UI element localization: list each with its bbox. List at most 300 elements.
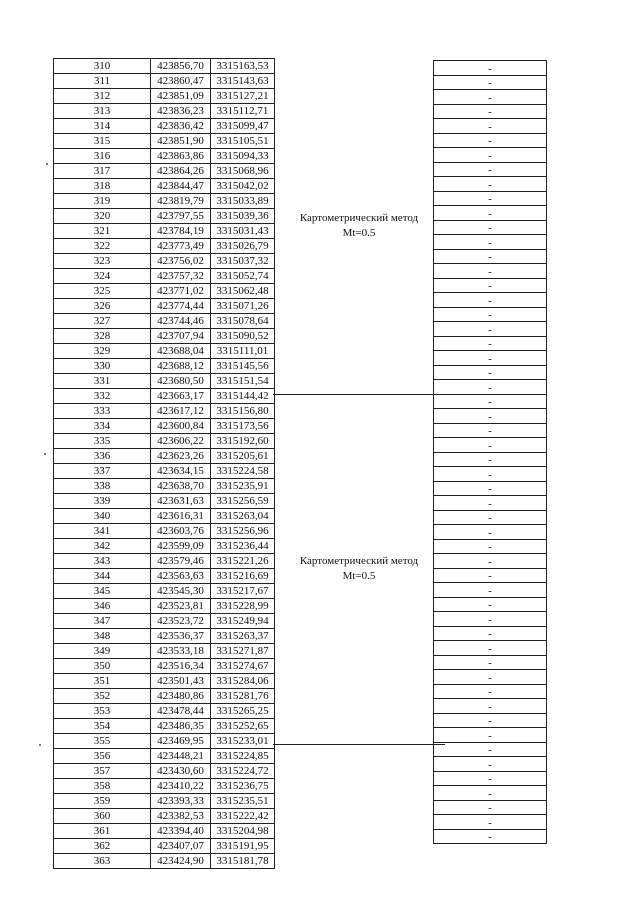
- table-row: [434, 452, 547, 467]
- scan-speck: [46, 163, 48, 165]
- table-row: [434, 510, 547, 525]
- table-row: [54, 524, 275, 539]
- point-number-cell: 334: [54, 419, 151, 434]
- accuracy-cell: -: [434, 612, 547, 627]
- group-divider: [273, 394, 445, 395]
- x-coordinate-cell: 423623,26: [151, 449, 211, 464]
- table-row: [54, 539, 275, 554]
- accuracy-cell: -: [434, 800, 547, 815]
- x-coordinate-cell: 423617,12: [151, 404, 211, 419]
- accuracy-cell: -: [434, 742, 547, 757]
- accuracy-cell: -: [434, 525, 547, 540]
- x-coordinate-cell: 423863,86: [151, 149, 211, 164]
- table-row: [434, 800, 547, 815]
- accuracy-cell: -: [434, 452, 547, 467]
- point-number-cell: 318: [54, 179, 151, 194]
- scan-speck: [39, 744, 41, 746]
- point-number-cell: 358: [54, 779, 151, 794]
- table-row: [434, 365, 547, 380]
- table-row: [434, 713, 547, 728]
- y-coordinate-cell: 3315037,32: [211, 254, 275, 269]
- accuracy-cell: -: [434, 684, 547, 699]
- point-number-cell: 362: [54, 839, 151, 854]
- y-coordinate-cell: 3315156,80: [211, 404, 275, 419]
- y-coordinate-cell: 3315224,72: [211, 764, 275, 779]
- x-coordinate-cell: 423851,90: [151, 134, 211, 149]
- x-coordinate-cell: 423478,44: [151, 704, 211, 719]
- point-number-cell: 337: [54, 464, 151, 479]
- table-row: [434, 61, 547, 76]
- table-row: [54, 674, 275, 689]
- x-coordinate-cell: 423773,49: [151, 239, 211, 254]
- accuracy-cell: -: [434, 771, 547, 786]
- point-number-cell: 356: [54, 749, 151, 764]
- x-coordinate-cell: 423680,50: [151, 374, 211, 389]
- point-number-cell: 320: [54, 209, 151, 224]
- accuracy-cell: -: [434, 641, 547, 656]
- y-coordinate-cell: 3315252,65: [211, 719, 275, 734]
- table-row: [434, 293, 547, 308]
- accuracy-cell: -: [434, 264, 547, 279]
- accuracy-cell: -: [434, 510, 547, 525]
- table-row: [54, 344, 275, 359]
- accuracy-cell: -: [434, 728, 547, 743]
- point-number-cell: 345: [54, 584, 151, 599]
- y-coordinate-cell: 3315090,52: [211, 329, 275, 344]
- table-row: [434, 786, 547, 801]
- accuracy-cell: -: [434, 148, 547, 163]
- y-coordinate-cell: 3315263,37: [211, 629, 275, 644]
- point-number-cell: 322: [54, 239, 151, 254]
- accuracy-cell: -: [434, 568, 547, 583]
- method-column: [273, 58, 445, 845]
- table-row: [434, 264, 547, 279]
- accuracy-cell: -: [434, 655, 547, 670]
- y-coordinate-cell: 3315235,91: [211, 479, 275, 494]
- point-number-cell: 347: [54, 614, 151, 629]
- accuracy-cell: -: [434, 133, 547, 148]
- y-coordinate-cell: 3315222,42: [211, 809, 275, 824]
- method-label: [273, 211, 445, 241]
- point-number-cell: 339: [54, 494, 151, 509]
- accuracy-cell: -: [434, 322, 547, 337]
- table-row: [54, 239, 275, 254]
- y-coordinate-cell: 3315281,76: [211, 689, 275, 704]
- table-row: [54, 74, 275, 89]
- table-row: [434, 351, 547, 366]
- point-number-cell: 313: [54, 104, 151, 119]
- table-row: [434, 539, 547, 554]
- method-accuracy: Mt=0.5: [342, 570, 376, 582]
- x-coordinate-cell: 423430,60: [151, 764, 211, 779]
- point-number-cell: 319: [54, 194, 151, 209]
- table-row: [54, 644, 275, 659]
- y-coordinate-cell: 3315256,59: [211, 494, 275, 509]
- table-row: [434, 220, 547, 235]
- accuracy-cell: -: [434, 757, 547, 772]
- accuracy-cell: -: [434, 307, 547, 322]
- y-coordinate-cell: 3315236,75: [211, 779, 275, 794]
- accuracy-cell: -: [434, 438, 547, 453]
- y-coordinate-cell: 3315033,89: [211, 194, 275, 209]
- x-coordinate-cell: 423393,33: [151, 794, 211, 809]
- table-row: [54, 839, 275, 854]
- x-coordinate-cell: 423616,31: [151, 509, 211, 524]
- table-row: [434, 568, 547, 583]
- point-number-cell: 355: [54, 734, 151, 749]
- point-number-cell: 363: [54, 854, 151, 869]
- accuracy-cell: -: [434, 119, 547, 134]
- table-row: [434, 278, 547, 293]
- x-coordinate-cell: 423563,63: [151, 569, 211, 584]
- accuracy-cell: -: [434, 75, 547, 90]
- table-row: [434, 104, 547, 119]
- table-row: [54, 779, 275, 794]
- point-number-cell: 357: [54, 764, 151, 779]
- accuracy-cell: -: [434, 786, 547, 801]
- x-coordinate-cell: 423600,84: [151, 419, 211, 434]
- table-row: [54, 599, 275, 614]
- accuracy-cell: -: [434, 670, 547, 685]
- table-row: [434, 177, 547, 192]
- table-row: [434, 757, 547, 772]
- y-coordinate-cell: 3315235,51: [211, 794, 275, 809]
- table-row: [54, 209, 275, 224]
- y-coordinate-cell: 3315099,47: [211, 119, 275, 134]
- accuracy-cell: -: [434, 365, 547, 380]
- point-number-cell: 343: [54, 554, 151, 569]
- x-coordinate-cell: 423424,90: [151, 854, 211, 869]
- table-row: [54, 374, 275, 389]
- table-row: [434, 409, 547, 424]
- accuracy-cell: -: [434, 583, 547, 598]
- y-coordinate-cell: 3315265,25: [211, 704, 275, 719]
- method-label: [273, 554, 445, 584]
- y-coordinate-cell: 3315236,44: [211, 539, 275, 554]
- accuracy-cell: -: [434, 336, 547, 351]
- point-number-cell: 330: [54, 359, 151, 374]
- point-number-cell: 316: [54, 149, 151, 164]
- accuracy-table-body: [434, 61, 547, 844]
- x-coordinate-cell: 423394,40: [151, 824, 211, 839]
- point-number-cell: 323: [54, 254, 151, 269]
- x-coordinate-cell: 423523,72: [151, 614, 211, 629]
- table-row: [434, 467, 547, 482]
- table-row: [54, 104, 275, 119]
- table-row: [54, 809, 275, 824]
- point-number-cell: 354: [54, 719, 151, 734]
- y-coordinate-cell: 3315263,04: [211, 509, 275, 524]
- accuracy-cell: -: [434, 423, 547, 438]
- y-coordinate-cell: 3315144,42: [211, 389, 275, 404]
- method-name: Картометрический метод: [299, 555, 419, 567]
- table-row: [54, 734, 275, 749]
- accuracy-cell: -: [434, 206, 547, 221]
- x-coordinate-cell: 423448,21: [151, 749, 211, 764]
- x-coordinate-cell: 423844,47: [151, 179, 211, 194]
- point-number-cell: 327: [54, 314, 151, 329]
- y-coordinate-cell: 3315228,99: [211, 599, 275, 614]
- table-row: [434, 554, 547, 569]
- accuracy-cell: -: [434, 829, 547, 844]
- table-row: [434, 742, 547, 757]
- point-number-cell: 328: [54, 329, 151, 344]
- x-coordinate-cell: 423836,42: [151, 119, 211, 134]
- table-row: [434, 148, 547, 163]
- point-number-cell: 341: [54, 524, 151, 539]
- table-row: [434, 699, 547, 714]
- accuracy-cell: -: [434, 815, 547, 830]
- x-coordinate-cell: 423784,19: [151, 224, 211, 239]
- x-coordinate-cell: 423631,63: [151, 494, 211, 509]
- y-coordinate-cell: 3315071,26: [211, 299, 275, 314]
- point-number-cell: 331: [54, 374, 151, 389]
- table-row: [54, 59, 275, 74]
- table-row: [54, 314, 275, 329]
- x-coordinate-cell: 423707,94: [151, 329, 211, 344]
- x-coordinate-cell: 423606,22: [151, 434, 211, 449]
- table-row: [54, 449, 275, 464]
- table-row: [434, 322, 547, 337]
- y-coordinate-cell: 3315256,96: [211, 524, 275, 539]
- y-coordinate-cell: 3315233,01: [211, 734, 275, 749]
- point-number-cell: 342: [54, 539, 151, 554]
- point-number-cell: 329: [54, 344, 151, 359]
- point-number-cell: 352: [54, 689, 151, 704]
- y-coordinate-cell: 3315151,54: [211, 374, 275, 389]
- point-number-cell: 349: [54, 644, 151, 659]
- table-row: [54, 614, 275, 629]
- accuracy-cell: -: [434, 394, 547, 409]
- point-number-cell: 338: [54, 479, 151, 494]
- y-coordinate-cell: 3315271,87: [211, 644, 275, 659]
- accuracy-cell: -: [434, 597, 547, 612]
- x-coordinate-cell: 423579,46: [151, 554, 211, 569]
- table-row: [54, 149, 275, 164]
- x-coordinate-cell: 423860,47: [151, 74, 211, 89]
- accuracy-cell: -: [434, 191, 547, 206]
- y-coordinate-cell: 3315192,60: [211, 434, 275, 449]
- table-row: [54, 179, 275, 194]
- point-number-cell: 335: [54, 434, 151, 449]
- table-row: [434, 525, 547, 540]
- y-coordinate-cell: 3315224,58: [211, 464, 275, 479]
- table-row: [54, 659, 275, 674]
- table-row: [434, 307, 547, 322]
- point-number-cell: 346: [54, 599, 151, 614]
- x-coordinate-cell: 423688,12: [151, 359, 211, 374]
- x-coordinate-cell: 423407,07: [151, 839, 211, 854]
- y-coordinate-cell: 3315274,67: [211, 659, 275, 674]
- x-coordinate-cell: 423603,76: [151, 524, 211, 539]
- accuracy-cell: -: [434, 699, 547, 714]
- x-coordinate-cell: 423819,79: [151, 194, 211, 209]
- table-row: [434, 612, 547, 627]
- point-number-cell: 348: [54, 629, 151, 644]
- y-coordinate-cell: 3315052,74: [211, 269, 275, 284]
- y-coordinate-cell: 3315105,51: [211, 134, 275, 149]
- accuracy-cell: -: [434, 61, 547, 76]
- table-row: [54, 284, 275, 299]
- accuracy-cell: -: [434, 351, 547, 366]
- table-row: [434, 438, 547, 453]
- accuracy-cell: -: [434, 220, 547, 235]
- x-coordinate-cell: 423533,18: [151, 644, 211, 659]
- point-number-cell: 353: [54, 704, 151, 719]
- point-number-cell: 333: [54, 404, 151, 419]
- table-row: [434, 583, 547, 598]
- method-name: Картометрический метод: [299, 211, 419, 224]
- accuracy-cell: -: [434, 409, 547, 424]
- accuracy-cell: -: [434, 293, 547, 308]
- table-row: [54, 134, 275, 149]
- y-coordinate-cell: 3315026,79: [211, 239, 275, 254]
- y-coordinate-cell: 3315031,43: [211, 224, 275, 239]
- y-coordinate-cell: 3315094,33: [211, 149, 275, 164]
- table-row: [434, 655, 547, 670]
- point-number-cell: 350: [54, 659, 151, 674]
- y-coordinate-cell: 3315249,94: [211, 614, 275, 629]
- accuracy-cell: -: [434, 496, 547, 511]
- method-accuracy: Mt=0.5: [342, 226, 376, 239]
- point-number-cell: 344: [54, 569, 151, 584]
- y-coordinate-cell: 3315042,02: [211, 179, 275, 194]
- y-coordinate-cell: 3315217,67: [211, 584, 275, 599]
- point-number-cell: 324: [54, 269, 151, 284]
- y-coordinate-cell: 3315111,01: [211, 344, 275, 359]
- x-coordinate-cell: 423469,95: [151, 734, 211, 749]
- table-row: [434, 684, 547, 699]
- x-coordinate-cell: 423663,17: [151, 389, 211, 404]
- y-coordinate-cell: 3315216,69: [211, 569, 275, 584]
- x-coordinate-cell: 423757,32: [151, 269, 211, 284]
- y-coordinate-cell: 3315204,98: [211, 824, 275, 839]
- table-row: [434, 481, 547, 496]
- accuracy-cell: -: [434, 554, 547, 569]
- table-row: [434, 75, 547, 90]
- table-row: [54, 704, 275, 719]
- accuracy-cell: -: [434, 713, 547, 728]
- accuracy-cell: -: [434, 467, 547, 482]
- x-coordinate-cell: 423864,26: [151, 164, 211, 179]
- y-coordinate-cell: 3315078,64: [211, 314, 275, 329]
- y-coordinate-cell: 3315068,96: [211, 164, 275, 179]
- table-row: [54, 629, 275, 644]
- accuracy-cell: -: [434, 278, 547, 293]
- x-coordinate-cell: 423756,02: [151, 254, 211, 269]
- table-row: [434, 235, 547, 250]
- point-number-cell: 340: [54, 509, 151, 524]
- table-row: [54, 464, 275, 479]
- y-coordinate-cell: 3315163,53: [211, 59, 275, 74]
- table-row: [434, 191, 547, 206]
- point-number-cell: 317: [54, 164, 151, 179]
- coordinates-table: [53, 58, 275, 869]
- y-coordinate-cell: 3315112,71: [211, 104, 275, 119]
- table-row: [434, 641, 547, 656]
- x-coordinate-cell: 423774,44: [151, 299, 211, 314]
- point-number-cell: 310: [54, 59, 151, 74]
- accuracy-cell: -: [434, 626, 547, 641]
- table-row: [54, 719, 275, 734]
- table-row: [54, 164, 275, 179]
- point-number-cell: 360: [54, 809, 151, 824]
- table-row: [434, 206, 547, 221]
- x-coordinate-cell: 423410,22: [151, 779, 211, 794]
- table-row: [54, 569, 275, 584]
- x-coordinate-cell: 423744,46: [151, 314, 211, 329]
- point-number-cell: 332: [54, 389, 151, 404]
- point-number-cell: 351: [54, 674, 151, 689]
- accuracy-cell: -: [434, 481, 547, 496]
- table-row: [434, 90, 547, 105]
- accuracy-table: [433, 60, 547, 844]
- table-row: [54, 254, 275, 269]
- table-row: [54, 224, 275, 239]
- point-number-cell: 321: [54, 224, 151, 239]
- x-coordinate-cell: 423501,43: [151, 674, 211, 689]
- y-coordinate-cell: 3315284,06: [211, 674, 275, 689]
- table-row: [54, 554, 275, 569]
- y-coordinate-cell: 3315039,36: [211, 209, 275, 224]
- y-coordinate-cell: 3315224,85: [211, 749, 275, 764]
- accuracy-cell: -: [434, 235, 547, 250]
- point-number-cell: 314: [54, 119, 151, 134]
- accuracy-cell: -: [434, 104, 547, 119]
- table-row: [434, 249, 547, 264]
- point-number-cell: 311: [54, 74, 151, 89]
- y-coordinate-cell: 3315173,56: [211, 419, 275, 434]
- y-coordinate-cell: 3315221,26: [211, 554, 275, 569]
- point-number-cell: 325: [54, 284, 151, 299]
- x-coordinate-cell: 423599,09: [151, 539, 211, 554]
- table-row: [54, 389, 275, 404]
- table-row: [54, 494, 275, 509]
- table-row: [434, 626, 547, 641]
- point-number-cell: 361: [54, 824, 151, 839]
- x-coordinate-cell: 423836,23: [151, 104, 211, 119]
- accuracy-cell: -: [434, 90, 547, 105]
- table-row: [54, 419, 275, 434]
- y-coordinate-cell: 3315143,63: [211, 74, 275, 89]
- table-row: [434, 133, 547, 148]
- y-coordinate-cell: 3315205,61: [211, 449, 275, 464]
- table-row: [434, 119, 547, 134]
- point-number-cell: 359: [54, 794, 151, 809]
- point-number-cell: 326: [54, 299, 151, 314]
- y-coordinate-cell: 3315127,21: [211, 89, 275, 104]
- accuracy-cell: -: [434, 249, 547, 264]
- scan-speck: [44, 453, 46, 455]
- x-coordinate-cell: 423516,34: [151, 659, 211, 674]
- table-row: [434, 597, 547, 612]
- table-row: [54, 854, 275, 869]
- accuracy-cell: -: [434, 177, 547, 192]
- table-row: [434, 162, 547, 177]
- table-row: [54, 299, 275, 314]
- table-row: [434, 829, 547, 844]
- x-coordinate-cell: 423771,02: [151, 284, 211, 299]
- x-coordinate-cell: 423797,55: [151, 209, 211, 224]
- table-row: [434, 423, 547, 438]
- table-row: [434, 728, 547, 743]
- table-row: [54, 434, 275, 449]
- table-row: [434, 394, 547, 409]
- x-coordinate-cell: 423856,70: [151, 59, 211, 74]
- table-row: [54, 404, 275, 419]
- table-row: [54, 119, 275, 134]
- x-coordinate-cell: 423480,86: [151, 689, 211, 704]
